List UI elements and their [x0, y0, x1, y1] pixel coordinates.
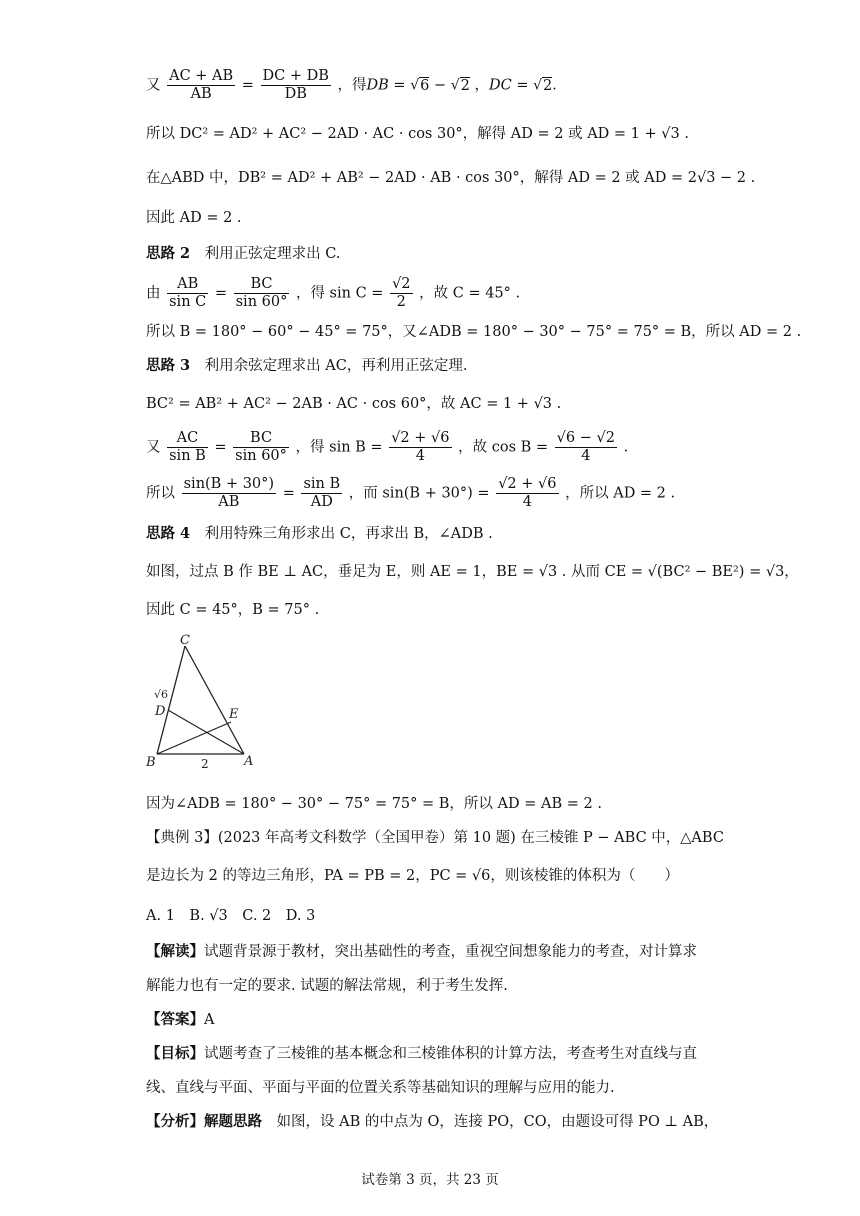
line-9: BC² = AB² + AC² − 2AB · AC · cos 60°，故 AC = 1 + √3 . — [146, 396, 562, 412]
page-footer: 试卷第 3 页，共 23 页 — [361, 1172, 499, 1188]
label-side-bd: √6 — [154, 688, 169, 701]
fraction-cosb-value: $\frac{√6 - √2}{4}$ — [556, 430, 615, 464]
fraction-ac-sinb: $\frac{AC}{\text{sin B}}$ — [169, 430, 206, 464]
label-side-ba: 2 — [201, 757, 209, 771]
line-11: 所以 $\frac{\sin(B + 30^\circ)}{AB}$ = $\frac{\text{sin B}}{AD}$ ，而 sin(B + 30°) = $\frac{√2 + √6}{4}$ ，所以 AD = 2 . — [146, 476, 676, 510]
fraction-sinb-value: $\frac{√2 + √6}{4}$ — [391, 430, 450, 464]
fraction-sin-b30-ab: $\frac{\sin(B + 30^\circ)}{AB}$ — [183, 476, 275, 510]
example-3-line-2: 是边长为 2 的等边三角形，PA = PB = 2，PC = √6，则该棱锥的体积为（ ） — [146, 868, 679, 884]
fraction-dc-db: $\frac{DC + DB}{DB}$ — [262, 68, 329, 102]
interpretation-line-2: 解能力也有一定的要求. 试题的解法常规，利于考生发挥. — [146, 978, 508, 994]
answer-options: A. 1 B. √3 C. 2 D. 3 — [146, 908, 316, 924]
fraction-ab-sinc: $\frac{AB}{\text{sin C}}$ — [169, 276, 207, 310]
line-2: 所以 DC² = AD² + AC² − 2AD · AC · cos 30°，解得 AD = 2 或 AD = 1 + √3 . — [146, 126, 689, 142]
fraction-ac-ab: $\frac{AC + AB}{AB}$ — [169, 68, 234, 102]
segment-be — [157, 722, 231, 754]
line-10: 又 $\frac{AC}{\text{sin B}}$ = $\frac{BC}{\sin 60^\circ}$ ，得 sin B = $\frac{√2 + √6}{4}$ ，故 cos B = $\frac{√6 - √2}{4}$ . — [146, 430, 629, 464]
fraction-sinb-ad: $\frac{\text{sin B}}{AD}$ — [303, 476, 341, 510]
label-c: C — [180, 633, 190, 648]
interpretation-line-1: 【解读】试题背景源于教材，突出基础性的考查，重视空间想象能力的考查，对计算求 — [146, 943, 697, 960]
line-6: 由 $\frac{AB}{\text{sin C}}$ = $\frac{BC}{\sin 60^\circ}$ ，得 sin C = $\frac{√2}{2}$ ，故 C = 45° . — [146, 276, 521, 310]
line-15: 因为∠ADB = 180° − 30° − 75° = 75° = B，所以 AD = AB = 2 . — [146, 796, 602, 812]
fraction-bc-sin60-b: $\frac{BC}{\sin 60^\circ}$ — [235, 430, 287, 464]
idea-3-heading: 思路 3 利用余弦定理求出 AC，再利用正弦定理. — [146, 357, 468, 374]
label-a: A — [244, 754, 254, 769]
fraction-bc-sin60: $\frac{BC}{\sin 60^\circ}$ — [235, 276, 288, 310]
line-4: 因此 AD = 2 . — [146, 210, 242, 226]
goal-line-1: 【目标】试题考查了三棱锥的基本概念和三棱锥体积的计算方法，考查考生对直线与直 — [146, 1045, 697, 1062]
line-1: 又 $\frac{AC + AB}{AB}$ = $\frac{DC + DB}{DB}$ ，得DB = √6 − √2 ，DC = √2. — [146, 68, 557, 102]
triangle-figure — [144, 632, 264, 772]
text-you: 又 — [146, 77, 161, 94]
analysis-line: 【分析】解题思路 如图，设 AB 的中点为 O，连接 PO，CO，由题设可得 PO ⊥ AB， — [146, 1113, 719, 1130]
line-3: 在△ABD 中，DB² = AD² + AB² − 2AD · AB · cos 30°，解得 AD = 2 或 AD = 2√3 − 2 . — [146, 170, 756, 186]
line-13: 如图，过点 B 作 BE ⊥ AC，垂足为 E，则 AE = 1，BE = √3 . 从而 CE = √(BC² − BE²) = √3， — [146, 564, 799, 580]
fraction-sin-b30-value: $\frac{√2 + √6}{4}$ — [498, 476, 557, 510]
line-7: 所以 B = 180° − 60° − 45° = 75°，又∠ADB = 180° − 30° − 75° = 75° = B，所以 AD = 2 . — [146, 324, 802, 340]
fraction-root2-2: $\frac{√2}{2}$ — [392, 276, 411, 310]
label-e: E — [229, 707, 239, 722]
goal-line-2: 线、直线与平面、平面与平面的位置关系等基础知识的理解与应用的能力. — [146, 1080, 615, 1096]
example-3-line-1: 【典例 3】(2023 年高考文科数学（全国甲卷）第 10 题) 在三棱锥 P − ABC 中，△ABC — [146, 830, 724, 846]
label-d: D — [155, 704, 166, 719]
line-14: 因此 C = 45°，B = 75° . — [146, 602, 320, 618]
label-b: B — [146, 755, 156, 770]
answer-line: 【答案】A — [146, 1011, 215, 1028]
idea-4-heading: 思路 4 利用特殊三角形求出 C，再求出 B，∠ADB . — [146, 525, 493, 542]
idea-2-heading: 思路 2 利用正弦定理求出 C. — [146, 245, 341, 262]
